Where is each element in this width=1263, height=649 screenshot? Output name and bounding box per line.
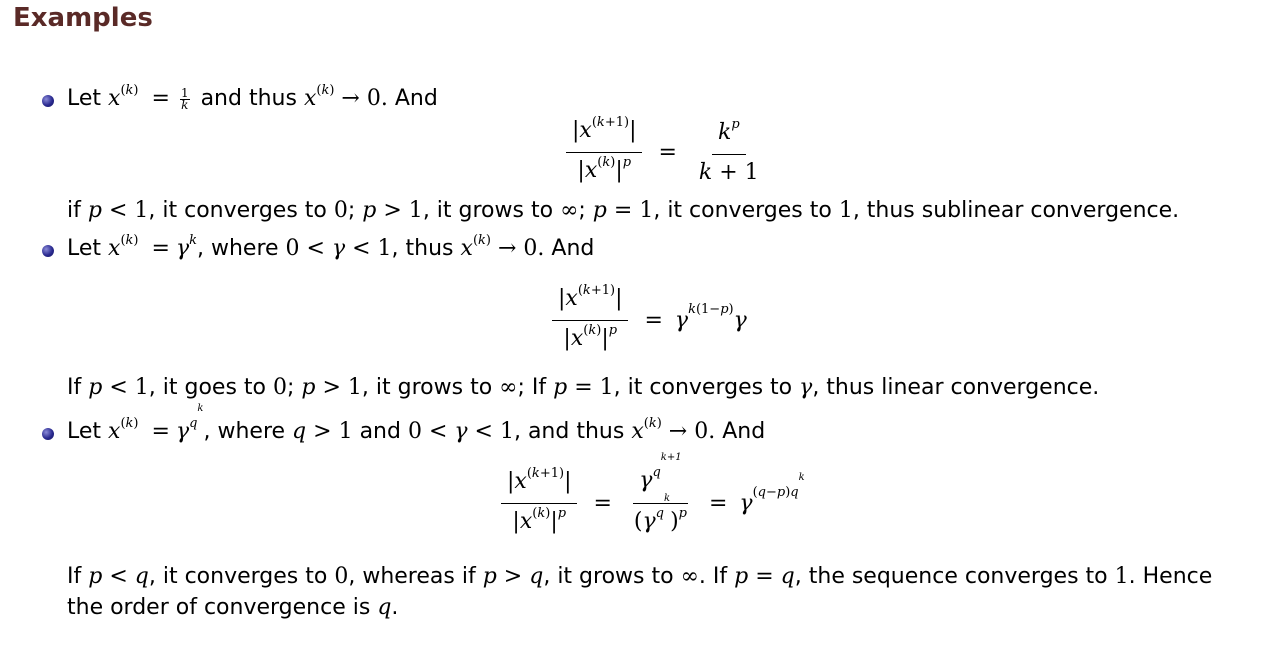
bullet-icon [42,95,54,107]
item-2-intro: Let $x^{(k)} = \gamma^k$, where 0 < γ < 1, thus $x^{(k)} \to 0$. And [67,233,595,261]
item-1-intro: Let $x^{(k)}$ = $\frac{1}{k}$ and thus $x^{(k)} \to 0$. And [67,83,438,112]
item-3-intro: Let $x^{(k)} = \gamma^{q^k}$, where q > 1 and 0 < γ < 1, and thus $x^{(k)} \to 0$. And [67,403,766,444]
item-3-conclusion: If p < q, it converges to 0, whereas if p > q, it grows to ∞. If p = q, the sequence converges to 1. Hence [67,564,1213,589]
bullet-icon [42,245,54,257]
item-3-conclusion-cont: the order of convergence is q. [67,595,399,620]
equation-3: $\frac{|x^{(k+1)}|}{|x^{(k)}|^p}$ = $\frac{\gamma^{q^{k+1}}}{(\gamma^{q^k})^p}$ = γ $(q-p)q^k$ [497,466,805,541]
item-1-conclusion: if p < 1, it converges to 0; p > 1, it grows to ∞; p = 1, it converges to 1, thus sublinear convergence. [67,198,1180,223]
item-2-conclusion: If p < 1, it goes to 0; p > 1, it grows to ∞; If p = 1, it converges to γ, thus linear convergence. [67,375,1100,400]
bullet-icon [42,428,54,440]
equation-1: $\frac{|x^{(k+1)}|}{|x^{(k)}|^p}$ = $\frac{k^p}{k + 1}$ [562,116,769,189]
equation-2: $\frac{|x^{(k+1)}|}{|x^{(k)}|^p}$ = γ k(1−p) γ [548,284,747,357]
page-title: Examples [13,3,153,33]
